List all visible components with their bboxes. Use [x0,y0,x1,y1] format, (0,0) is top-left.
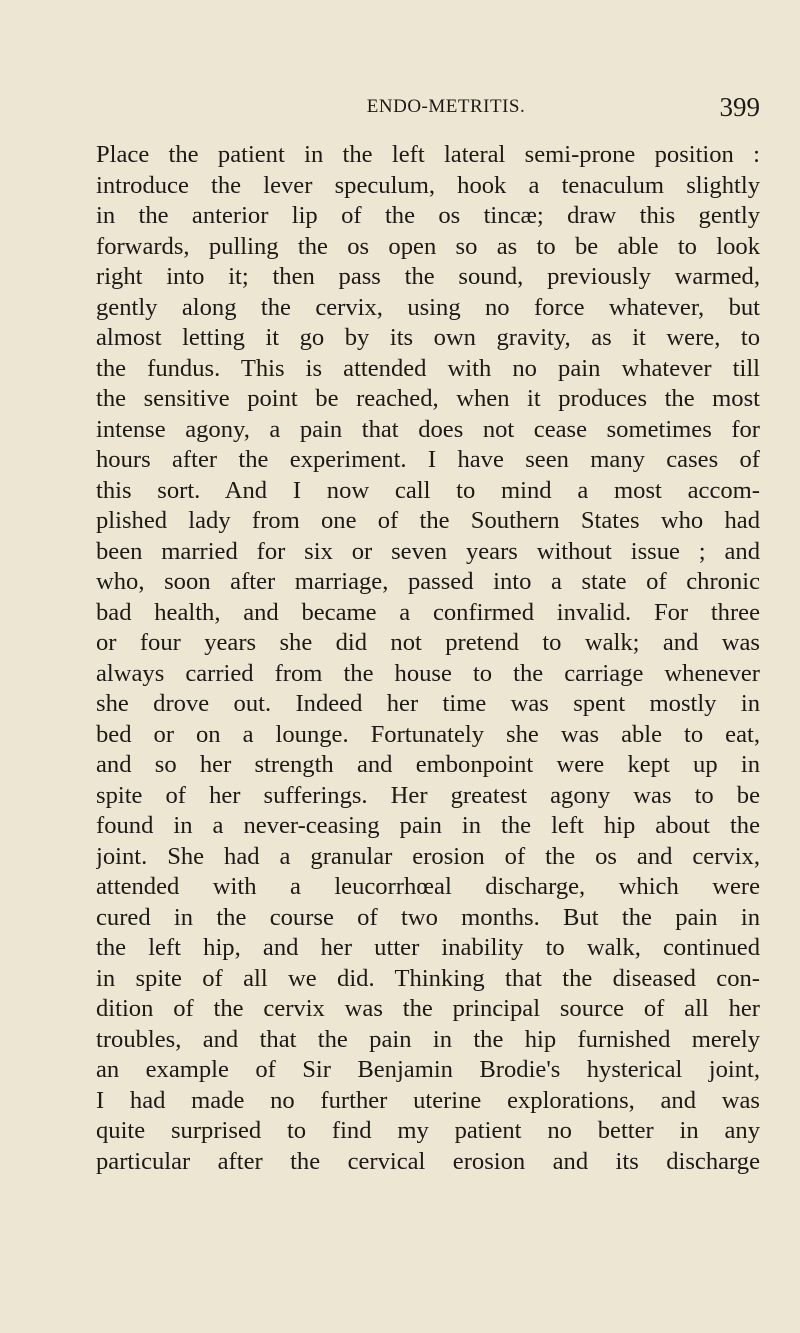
text-line: bed or on a lounge. Fortunately she was able to eat, [96,720,760,748]
text-line: been married for six or seven years without issue ; and [96,537,760,565]
text-line: the sensitive point be reached, when it produces the most [96,385,760,412]
text-line: dition of the cervix was the principal source of all her [96,995,760,1022]
text-line: found in a never-ceasing pain in the left hip about the [96,812,760,839]
text-line: the fundus. This is attended with no pain whatever till [96,354,760,382]
text-line: intense agony, a pain that does not cease sometimes for [96,415,760,443]
text-line: an example of Sir Benjamin Brodie's hysterical joint, [96,1056,760,1083]
text-line: introduce the lever speculum, hook a tenaculum slightly [96,171,760,199]
text-line: particular after the cervical erosion and its discharge [96,1147,760,1175]
text-line: I had made no further uterine explorations, and was [96,1086,760,1114]
running-head [96,90,760,130]
text-line: this sort. And I now call to mind a most accom- [96,476,760,504]
text-line: almost letting it go by its own gravity, as it were, to [96,324,760,351]
text-line: Place the patient in the left lateral semi-prone position : [96,141,760,168]
running-title: ENDO-METRITIS. [366,96,526,117]
text-line: the left hip, and her utter inability to walk, continued [96,934,760,961]
text-line: right into it; then pass the sound, previously warmed, [96,263,760,290]
text-line: attended with a leucorrhœal discharge, which were [96,873,760,900]
text-line: bad health, and became a confirmed invalid. For three [96,598,760,626]
text-line: forwards, pulling the os open so as to be able to look [96,232,760,260]
body-paragraph [96,140,760,1177]
text-line: in the anterior lip of the os tincæ; draw this gently [96,202,760,229]
text-line: who, soon after marriage, passed into a state of chronic [96,568,760,595]
text-line: always carried from the house to the carriage whenever [96,659,760,687]
text-line: gently along the cervix, using no force whatever, but [96,293,760,321]
text-line: or four years she did not pretend to walk; and was [96,629,760,656]
text-line: in spite of all we did. Thinking that the diseased con- [96,964,760,992]
text-line: quite surprised to find my patient no better in any [96,1117,760,1144]
text-line: hours after the experiment. I have seen many cases of [96,446,760,473]
page-number: 399 [719,92,760,122]
text-line: cured in the course of two months. But the pain in [96,903,760,931]
text-line: she drove out. Indeed her time was spent mostly in [96,690,760,717]
text-line: spite of her sufferings. Her greatest agony was to be [96,781,760,809]
text-line: troubles, and that the pain in the hip furnished merely [96,1025,760,1053]
text-line: joint. She had a granular erosion of the os and cervix, [96,842,760,870]
text-line: plished lady from one of the Southern States who had [96,507,760,534]
text-line: and so her strength and embonpoint were kept up in [96,751,760,778]
